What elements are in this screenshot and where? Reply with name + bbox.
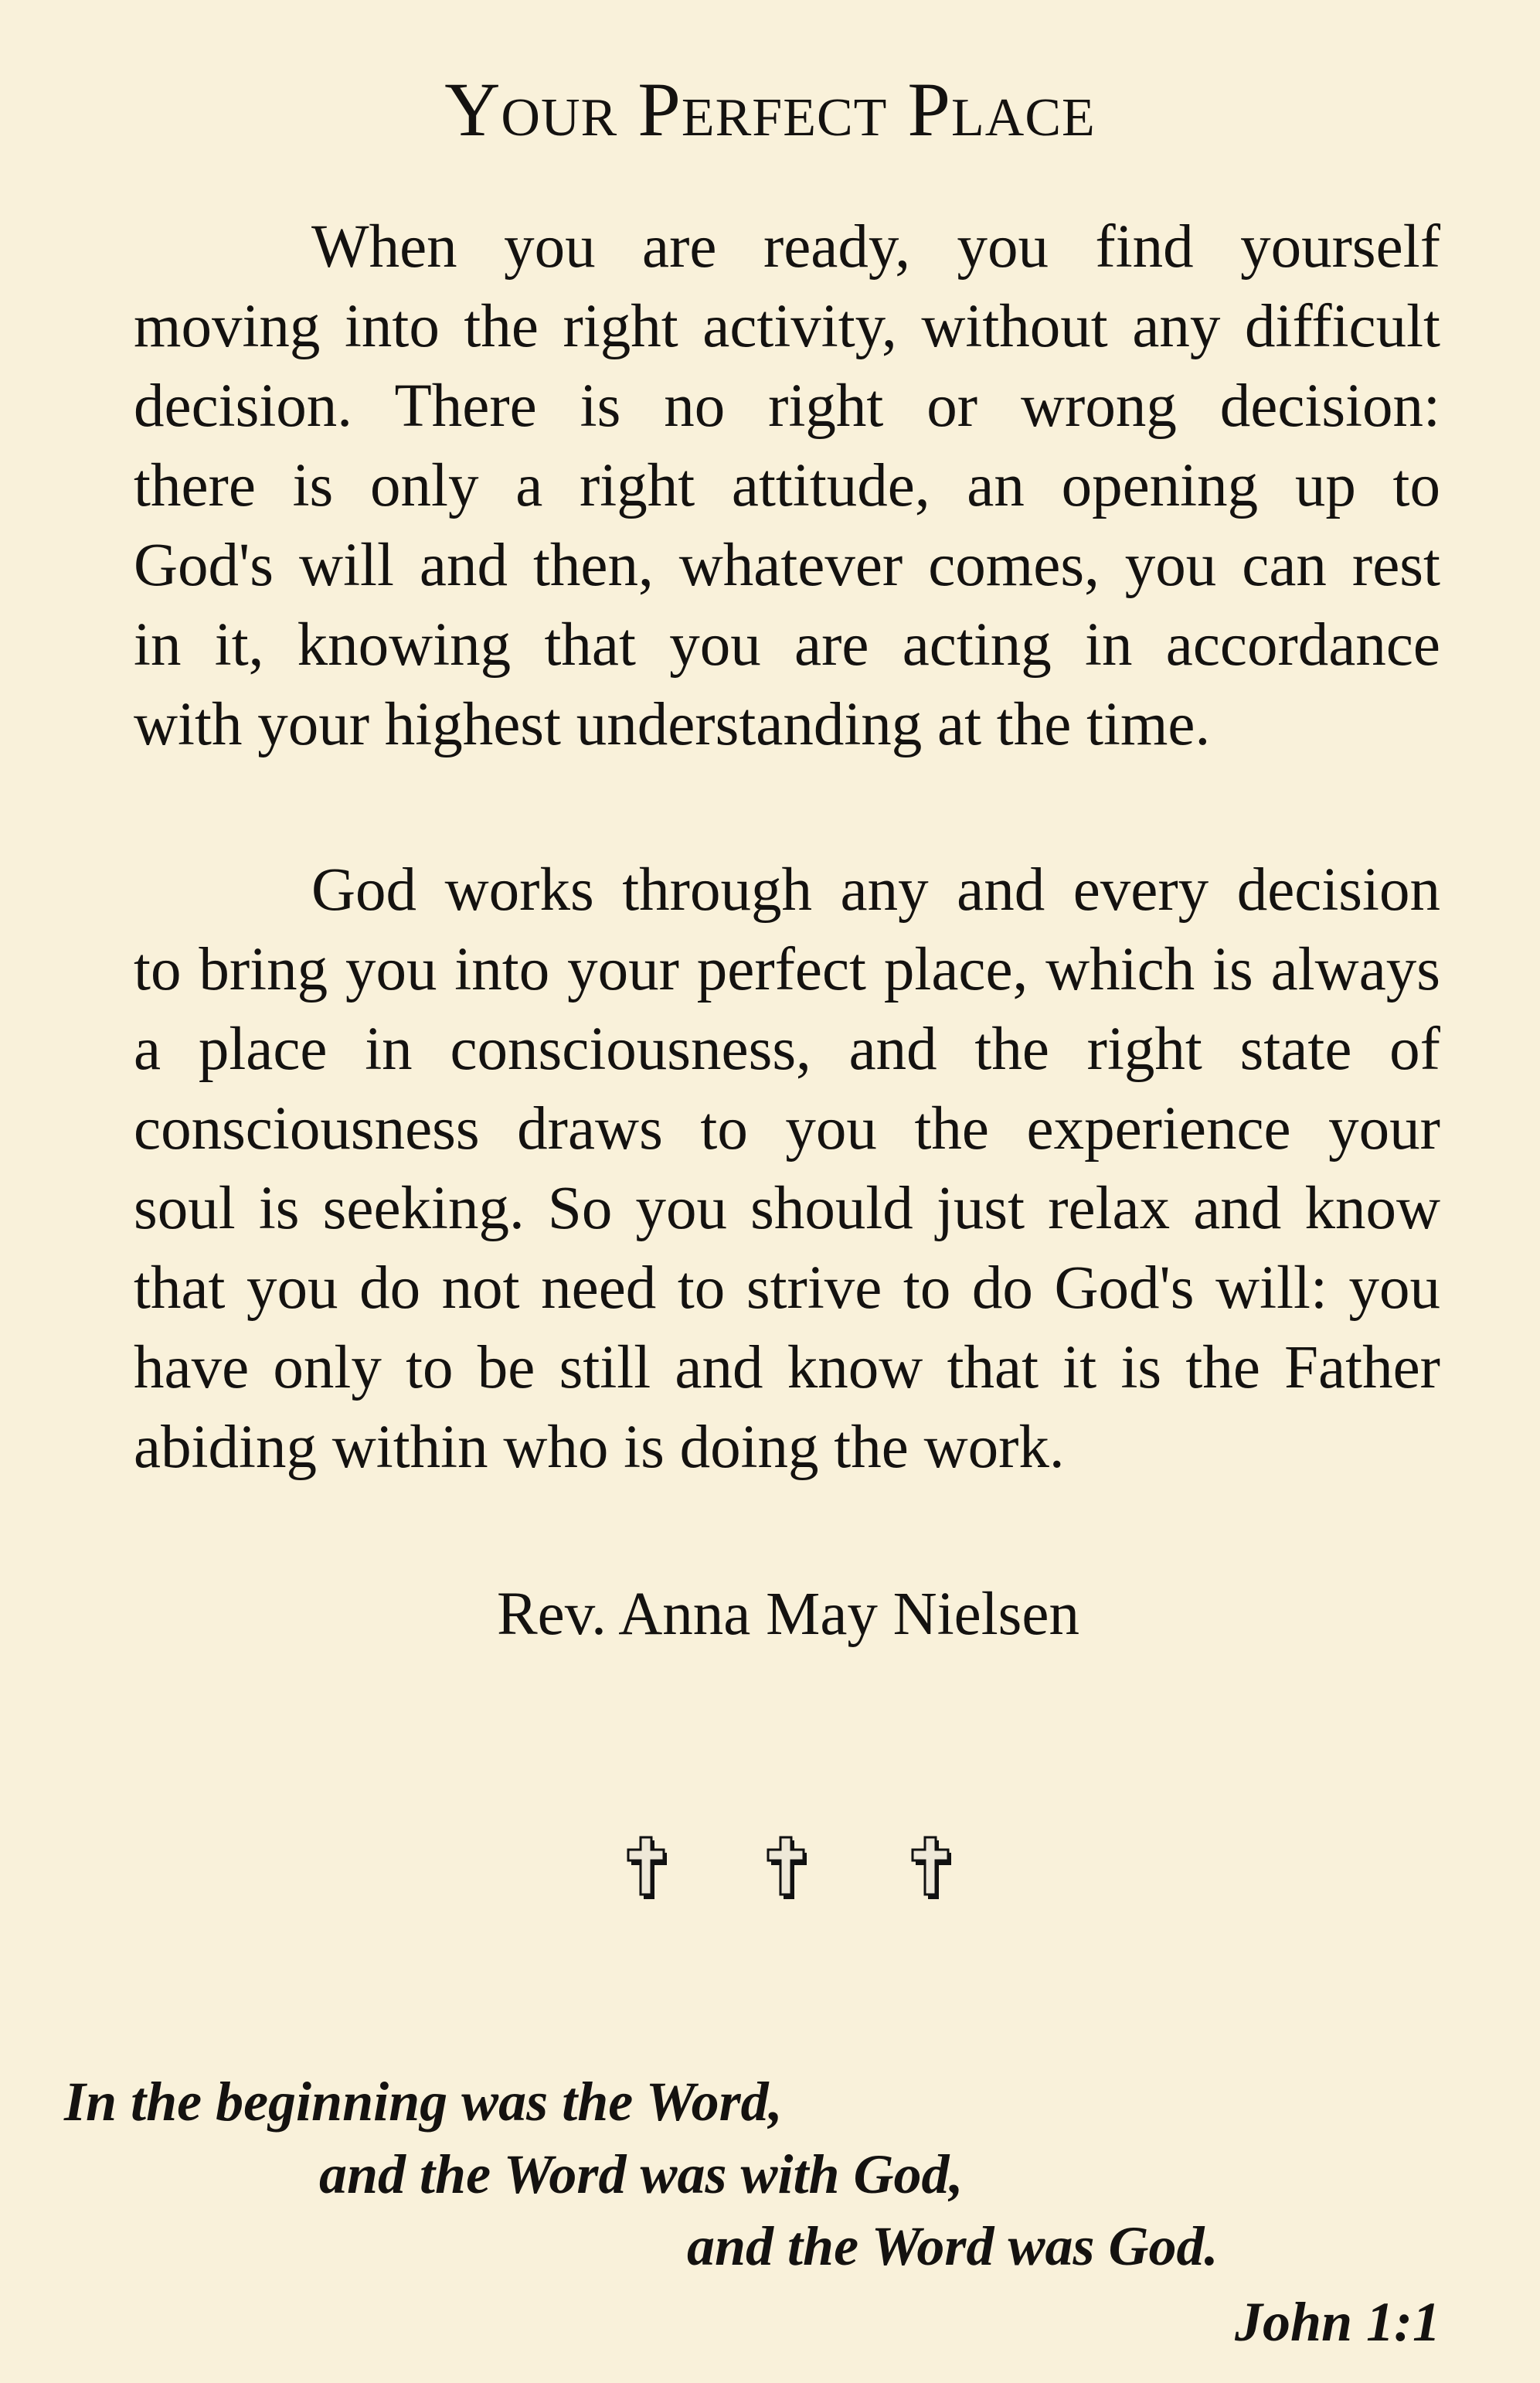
text-line: have only to be still and know that it is the Father: [134, 1334, 1440, 1401]
text-line: with your highest understanding at the time.: [134, 691, 1211, 758]
text-line: God works through any and every decision: [311, 856, 1440, 924]
verse-line-3: and the Word was God.: [687, 2215, 1219, 2277]
text-line: decision. There is no right or wrong decision:: [134, 373, 1440, 440]
text-line: there is only a right attitude, an opening up to: [134, 452, 1440, 519]
text-line: When you are ready, you find yourself: [311, 213, 1440, 281]
verse-line-2: and the Word was with God,: [319, 2143, 964, 2205]
text-line: consciousness draws to you the experience your: [134, 1095, 1440, 1163]
text-line: abiding within who is doing the work.: [134, 1414, 1065, 1481]
signature: Rev. Anna May Nielsen: [496, 1581, 1079, 1648]
verse-line-1: In the beginning was the Word,: [64, 2071, 783, 2133]
cross-icon: [767, 1836, 813, 1902]
cross-icon: [911, 1836, 957, 1902]
verse-reference: John 1:1: [1234, 2291, 1440, 2353]
text-line: that you do not need to strive to do God's will: you: [134, 1254, 1440, 1322]
text-line: soul is seeking. So you should just relax and know: [134, 1175, 1440, 1242]
page-title: Your Perfect Place: [444, 66, 1096, 152]
cross-ornaments: [0, 1836, 1540, 1905]
cross-icon: [627, 1836, 673, 1902]
paragraph-1: [134, 207, 1440, 764]
text-line: moving into the right activity, without any difficult: [134, 293, 1440, 360]
paragraph-2: [134, 850, 1440, 1487]
text-line: God's will and then, whatever comes, you can rest: [134, 532, 1440, 599]
text-line: a place in consciousness, and the right state of: [134, 1016, 1440, 1083]
text-line: to bring you into your perfect place, which is always: [134, 936, 1440, 1003]
text-line: in it, knowing that you are acting in accordance: [134, 611, 1440, 679]
